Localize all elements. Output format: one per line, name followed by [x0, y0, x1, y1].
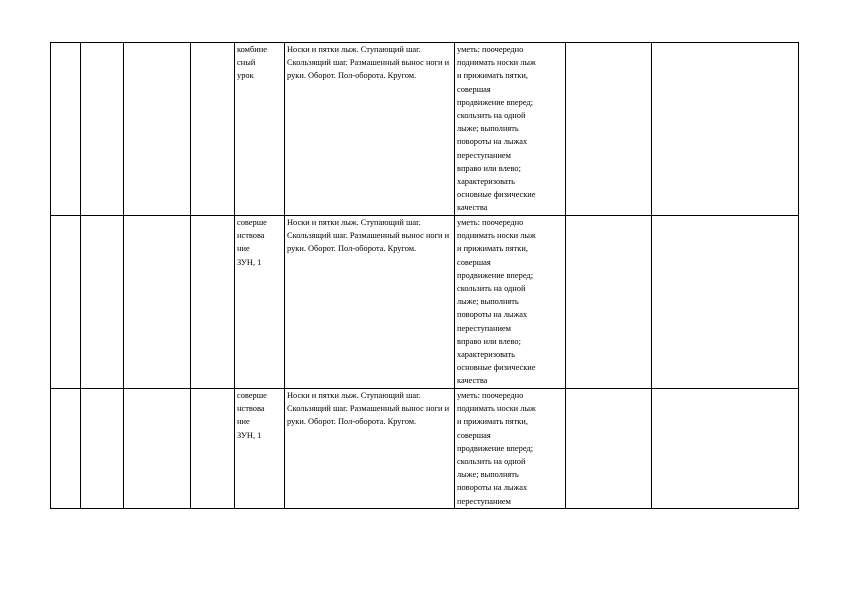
cell-number — [51, 389, 81, 509]
cell-outcomes — [455, 216, 566, 389]
lesson-type-text: комбине сный урок — [237, 45, 267, 81]
cell-outcomes — [455, 389, 566, 509]
cell-date — [81, 216, 124, 389]
cell-hours — [191, 43, 235, 216]
cell-number — [51, 43, 81, 216]
cell-notes — [652, 389, 799, 509]
outcomes-text: уметь: поочередно поднимать носки лыж и прижимать пятки, совершая продвижение вперед; скользить на одной лыже; выполнять повороты на лыжах переступанием — [457, 391, 536, 506]
table-row — [51, 216, 799, 389]
table-row — [51, 43, 799, 216]
lesson-plan-table — [50, 42, 799, 509]
cell-content — [285, 216, 455, 389]
cell-control — [566, 216, 652, 389]
cell-number — [51, 216, 81, 389]
cell-topic — [124, 216, 191, 389]
cell-control — [566, 389, 652, 509]
cell-lesson-type — [235, 216, 285, 389]
cell-notes — [652, 43, 799, 216]
cell-outcomes — [455, 43, 566, 216]
lesson-type-text: совершe нствова ние ЗУН, 1 — [237, 218, 267, 267]
outcomes-text: уметь: поочередно поднимать носки лыж и прижимать пятки, совершая продвижение вперед; скользить на одной лыже; выполнять повороты на лыжах переступанием вправо или влево; характеризовать основные физические качества — [457, 45, 536, 213]
cell-lesson-type — [235, 43, 285, 216]
content-text: Носки и пятки лыж. Ступающий шаг. Скользящий шаг. Размашенный вынос ноги и руки. Оборот. Пол-оборота. Кругом. — [287, 45, 450, 81]
cell-notes — [652, 216, 799, 389]
cell-topic — [124, 389, 191, 509]
cell-lesson-type — [235, 389, 285, 509]
cell-hours — [191, 216, 235, 389]
cell-control — [566, 43, 652, 216]
outcomes-text: уметь: поочередно поднимать носки лыж и прижимать пятки, совершая продвижение вперед; скользить на одной лыже; выполнять повороты на лыжах переступанием вправо или влево; характеризовать основные физические качества — [457, 218, 536, 386]
cell-content — [285, 43, 455, 216]
cell-hours — [191, 389, 235, 509]
content-text: Носки и пятки лыж. Ступающий шаг. Скользящий шаг. Размашенный вынос ноги и руки. Оборот. Пол-оборота. Кругом. — [287, 218, 450, 254]
content-text: Носки и пятки лыж. Ступающий шаг. Скользящий шаг. Размашенный вынос ноги и руки. Оборот. Пол-оборота. Кругом. — [287, 391, 450, 427]
cell-date — [81, 43, 124, 216]
cell-content — [285, 389, 455, 509]
cell-topic — [124, 43, 191, 216]
cell-date — [81, 389, 124, 509]
lesson-type-text: совершe нствова ние ЗУН, 1 — [237, 391, 267, 440]
table-row — [51, 389, 799, 509]
